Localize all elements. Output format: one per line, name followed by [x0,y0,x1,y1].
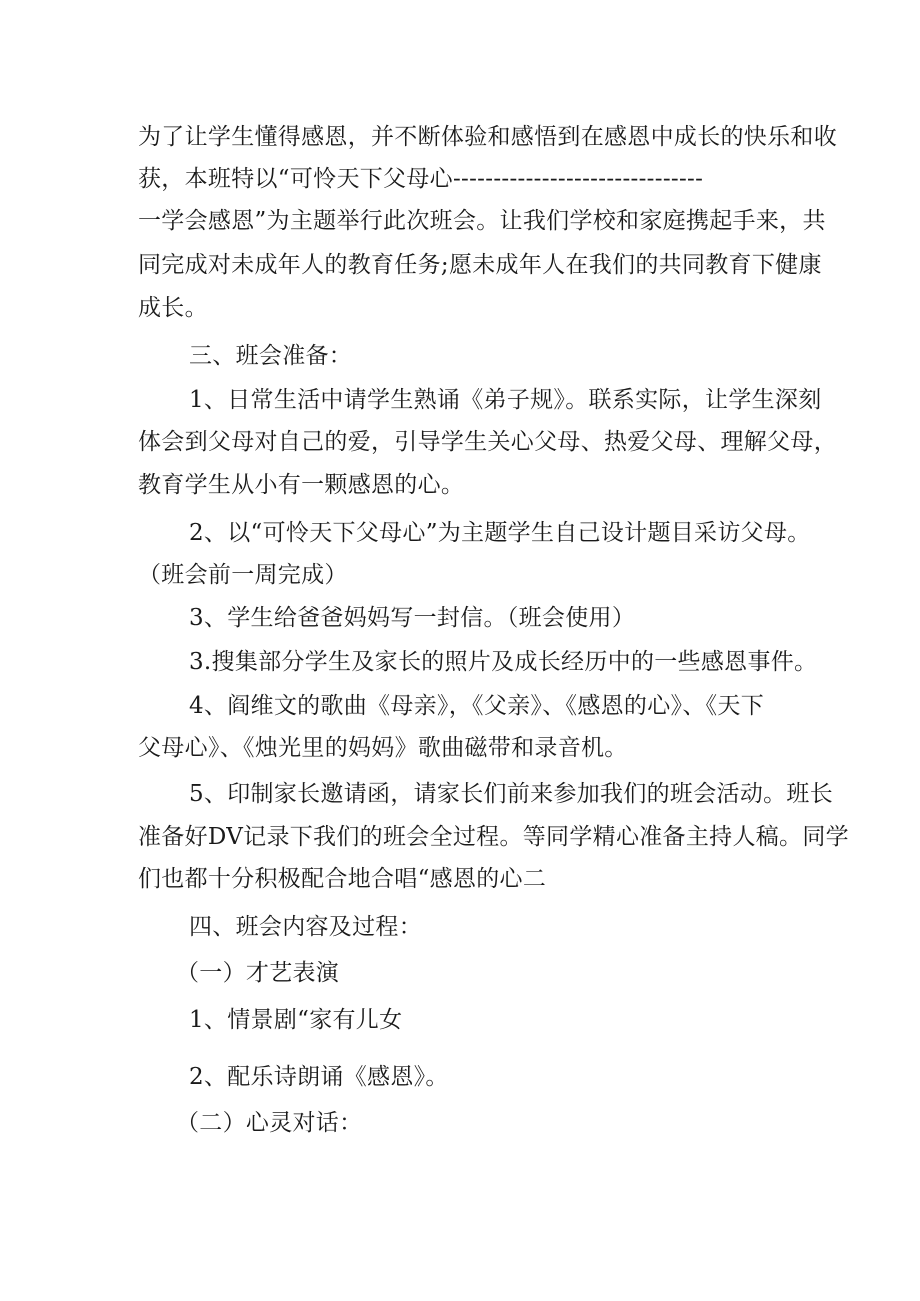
paragraph-line: 为了让学生懂得感恩，并不断体验和感悟到在感恩中成长的快乐和收 [138,124,837,150]
list-item-line: （班会前一周完成） [138,562,348,588]
sub-heading: （一）才艺表演 [176,960,340,986]
section-heading: 三、班会准备： [189,343,353,369]
list-item-line: 3、学生给爸爸妈妈写一封信。（班会使用） [189,605,636,631]
list-item-line: 准备好DV记录下我们的班会全过程。等同学精心准备主持人稿。同学 [138,824,849,850]
list-item-line: 1、日常生活中请学生熟诵《弟子规》。联系实际，让学生深刻 [189,387,822,413]
paragraph-line: 一学会感恩”为主题举行此次班会。让我们学校和家庭携起手来，共 [138,208,826,234]
list-item-line: 体会到父母对自己的爱，引导学生关心父母、热爱父母、理解父母， [138,429,837,455]
sub-heading: （二）心灵对话： [176,1110,363,1136]
list-item-line: 2、配乐诗朗诵《感恩》。 [189,1064,449,1090]
paragraph-line: 成长。 [138,295,208,321]
list-item-line: 5、印制家长邀请函，请家长们前来参加我们的班会活动。班长 [189,781,834,807]
list-item-line: 父母心》、《烛光里的妈妈》歌曲磁带和录音机。 [138,735,628,761]
paragraph-line: 获，本班特以“可怜天下父母心------------------------------- [138,166,704,192]
list-item-line: 教育学生从小有一颗感恩的心。 [138,472,465,498]
paragraph-line: 同完成对未成年人的教育任务;愿未成年人在我们的共同教育下健康 [138,252,822,278]
section-heading: 四、班会内容及过程： [189,914,422,940]
list-item-line: 4、阎维文的歌曲《母亲》，《父亲》、《感恩的心》、《天下 [189,693,765,719]
list-item-line: 们也都十分积极配合地合唱“感恩的心二 [138,866,547,892]
list-item-line: 2、以“可怜天下父母心”为主题学生自己设计题目采访父母。 [189,520,811,546]
list-item-line: 1、情景剧“家有儿女 [189,1007,403,1033]
list-item-line: 3.搜集部分学生及家长的照片及成长经历中的一些感恩事件。 [189,649,818,675]
